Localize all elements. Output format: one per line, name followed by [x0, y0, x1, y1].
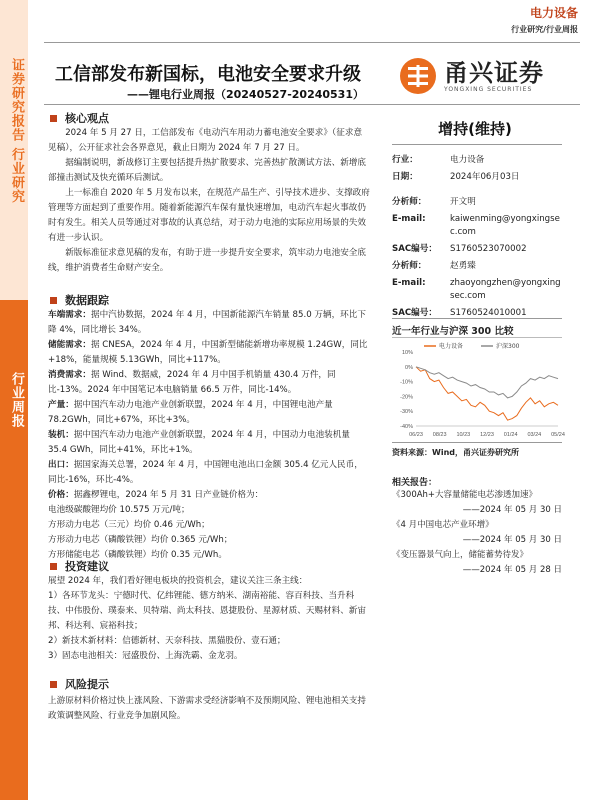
chart-source: 资料来源：Wind，甬兴证券研究所: [392, 448, 519, 457]
price-line: 电池级碳酸锂均价 10.575 万元/吨；: [48, 505, 190, 515]
data-item: 装机：据中国汽车动力电池产业创新联盟，2024 年 4 月，中国动力电池装机量 35.4 GWh，同比+41%，环比+1%。: [48, 430, 350, 455]
related-report-date: ——2024 年 05 月 30 日: [462, 505, 562, 515]
series-line-csi300: [416, 367, 558, 398]
data-item: 出口：据国家海关总署，2024 年 4 月，中国锂电池出口金额 305.4 亿元人民币，同比-16%，环比-4%。: [48, 460, 363, 485]
y-tick-label: -40%: [400, 424, 413, 430]
y-tick-label: -10%: [400, 379, 413, 386]
logo-text: 甬兴证券: [444, 58, 544, 87]
data-item: 消费需求：据 Wind、数据威，2024 年 4 月中国手机销量 430.4 万件，同比-13%。2024 年中国笔记本电脑销量 66.5 万件，同比-14%。: [48, 370, 336, 395]
info-label: 分析师：: [392, 197, 427, 207]
header-industry: 电力设备: [529, 6, 578, 20]
related-report-link[interactable]: 《4 月中国电芯产业环增》: [392, 520, 494, 530]
company-logo: [398, 56, 544, 96]
paragraph: 1）各环节龙头：宁德时代、亿纬锂能、德方纳米、湖南裕能、容百科技、当升科技、中伟股份、璞泰来、贝特瑞、尚太科技、恩捷股份、星源材质、天赐材料、新宙邦、科达利、宸裕科技；: [48, 591, 366, 631]
header-category: 行业研究/行业周报: [511, 25, 578, 34]
comparison-chart: [392, 348, 565, 440]
legend-series-2: 沪深300: [496, 343, 520, 350]
investment-text: [48, 574, 370, 664]
section-bullet-icon: [50, 297, 57, 304]
analyst-email[interactable]: kaiwenming@yongxingsec.com: [450, 214, 560, 237]
paragraph: 据编制说明，新战修订主要包括提升热扩散要求、完善热扩散测试方法、新增底部撞击测试及快充循环后测试。: [48, 158, 366, 183]
paragraph: 2）新技术新材料：信德新材、天奈科技、黑猫股份、壹石通；: [48, 636, 286, 646]
section-heading-data: 数据跟踪: [50, 292, 109, 308]
paragraph: 3）固态电池相关：冠盛股份、上海洗霸、金龙羽。: [48, 651, 243, 661]
chart-top-divider: [392, 318, 562, 319]
series-line-industry: [416, 367, 558, 420]
price-line: 方形动力电芯（磷酸铁锂）均价 0.365 元/Wh；: [48, 535, 233, 545]
legend-series-1: 电力设备: [439, 343, 464, 350]
related-report-date: ——2024 年 05 月 30 日: [462, 535, 562, 545]
paragraph: 新版标准征求意见稿的发布，有助于进一步提升安全要求，筑牢动力电池安全底线，维护消费者生命财产安全。: [48, 248, 366, 273]
data-item: 储能需求：据 CNESA，2024 年 4 月，中国新型储能新增功率规模 1.24GW，同比+18%，能量规模 5.13GWh，同比+117%。: [48, 340, 368, 365]
paragraph: 上游原材料价格过快上涨风险、下游需求受经济影响不及预期风险、锂电池相关支持政策调整风险、行业竞争加剧风险。: [48, 696, 366, 721]
info-label: SAC编号：: [392, 308, 437, 318]
header-right: [511, 4, 578, 35]
paragraph: 展望 2024 年，我们看好锂电板块的投资机会，建议关注三条主线：: [48, 576, 308, 586]
chart-title: 近一年行业与沪深 300 比较: [392, 326, 514, 337]
price-line: 方形储能电芯（磷酸铁锂）均价 0.35 元/Wh。: [48, 550, 227, 560]
info-value: S1760523070002: [450, 244, 527, 254]
section-bullet-icon: [50, 563, 57, 570]
paragraph: 2024 年 5 月 27 日，工信部发布《电动汽车用动力蓄电池安全要求》（征求意见稿），公开征求社会各界意见，截止日期为 2024 年 7 月 27 日。: [48, 128, 363, 153]
chart-bottom-divider: [392, 442, 562, 443]
data-item: 产量：据中国汽车动力电池产业创新联盟，2024 年 4 月，中国锂电池产量 78.2GWh，同比+67%，环比+3%。: [48, 400, 333, 425]
info-label: 日期：: [392, 172, 418, 182]
y-tick-label: -30%: [400, 409, 413, 416]
title-divider: [44, 104, 580, 105]
logo-english: YONGXING SECURITIES: [444, 85, 533, 93]
paragraph: 上一标准自 2020 年 5 月发布以来，在规范产品生产、引导技术进步、支撑政府管理等方面起到了重要作用。随着新能源汽车保有量快速增加，电动汽车起火事故仍时有发生。相关人员等通过对事故的认真总结，对于动力电池的实际应用场景的失效有进一步认识。: [48, 188, 370, 243]
info-label: E-mail:: [392, 214, 426, 224]
info-value: 赵勇臻: [450, 261, 476, 271]
info-value: 开文明: [450, 197, 476, 207]
top-divider: [44, 42, 580, 43]
x-tick-label: 12/23: [480, 432, 494, 438]
rating: 增持(维持): [438, 120, 512, 138]
info-label: 行业：: [392, 155, 418, 165]
related-report-link[interactable]: 《变压器景气向上，储能蓄势待发》: [392, 550, 529, 560]
data-tracking-text: [48, 308, 370, 563]
section-bullet-icon: [50, 115, 57, 122]
chart-title-divider: [392, 337, 562, 338]
info-label: 分析师：: [392, 261, 427, 271]
related-report-date: ——2024 年 05 月 28 日: [462, 565, 562, 575]
section-heading-invest: 投资建议: [50, 558, 109, 574]
y-tick-label: -20%: [400, 394, 413, 401]
section-heading-risk: 风险提示: [50, 676, 109, 692]
sidebar-bottom-text: 行业周报: [9, 372, 24, 428]
sidebar-top: [0, 0, 28, 300]
sidebar-top-text: 证券研究报告 行业研究: [9, 58, 24, 204]
core-view-text: [48, 126, 370, 276]
y-tick-label: 0%: [405, 364, 413, 371]
x-tick-label: 01/24: [503, 432, 518, 438]
related-report-link[interactable]: 《300Ah+大容量储能电芯渗透加速》: [392, 490, 538, 500]
x-tick-label: 06/23: [409, 432, 423, 438]
info-label: E-mail:: [392, 278, 426, 288]
x-tick-label: 10/23: [456, 432, 471, 438]
data-item: 价格：据鑫椤锂电，2024 年 5 月 31 日产业链价格为：: [48, 490, 264, 500]
risk-text: [48, 694, 370, 724]
logo-mark-icon: [398, 56, 438, 96]
x-tick-label: 03/24: [527, 432, 542, 438]
rating-divider: [392, 144, 562, 145]
related-heading: 相关报告：: [392, 478, 438, 488]
info-value: S1760524010001: [450, 308, 527, 318]
info-value: 2024年06月03日: [450, 172, 520, 182]
data-item: 车端需求：据中汽协数据，2024 年 4 月，中国新能源汽车销量 85.0 万辆，环比下降 4%，同比增长 34%。: [48, 310, 366, 335]
related-reports: [392, 488, 562, 578]
x-tick-label: 08/23: [432, 432, 447, 438]
analyst-email[interactable]: zhaoyongzhen@yongxingsec.com: [450, 278, 561, 301]
section-bullet-icon: [50, 681, 57, 688]
sidebar-bottom: [0, 300, 28, 800]
info-value: 电力设备: [450, 155, 485, 165]
info-label: SAC编号：: [392, 244, 437, 254]
report-title: 工信部发布新国标，电池安全要求升级: [55, 64, 361, 85]
x-tick-label: 05/24: [551, 432, 565, 438]
report-subtitle: ——锂电行业周报（20240527-20240531）: [126, 88, 364, 101]
section-heading-core: 核心观点: [50, 110, 109, 126]
price-line: 方形动力电芯（三元）均价 0.46 元/Wh；: [48, 520, 210, 530]
y-tick-label: 10%: [401, 350, 413, 356]
analyst-info: [392, 154, 562, 320]
